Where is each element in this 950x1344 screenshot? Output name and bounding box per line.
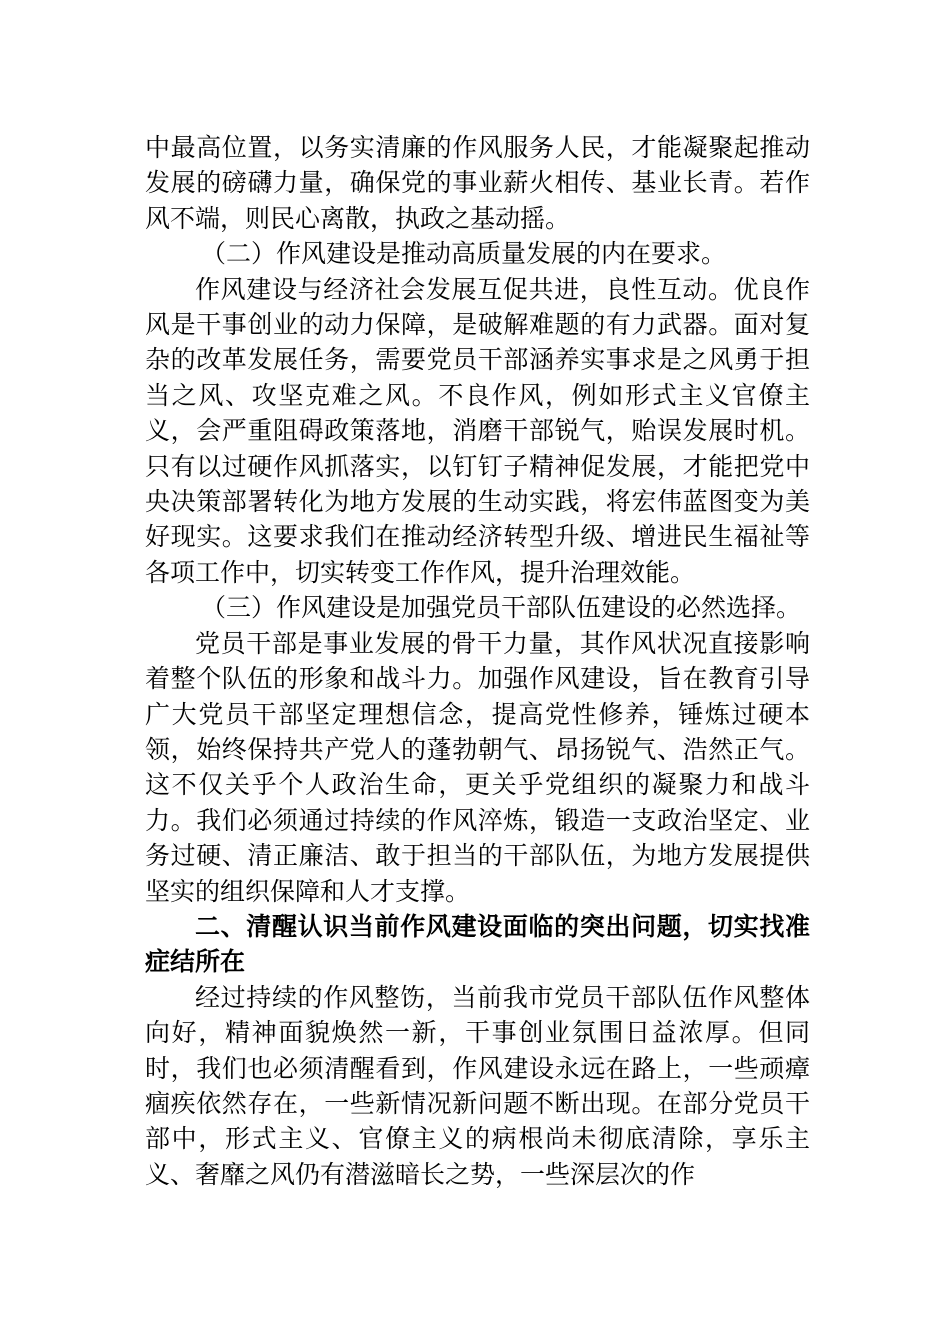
document-body xyxy=(145,130,810,1192)
section-heading-two: 二、清醒认识当前作风建设面临的突出问题，切实找准症结所在 xyxy=(145,911,810,977)
paragraph-quality-development: 作风建设与经济社会发展互促共进，良性互动。优良作风是干事创业的动力保障，是破解难题的有力武器。面对复杂的改革发展任务，需要党员干部涵养实事求是之风勇于担当之风、攻坚克难之风。不良作风，例如形式主义官僚主义，会严重阻碍政策落地，消磨干部锐气，贻误发展时机。只有以过硬作风抓落实，以钉钉子精神促发展，才能把党中央决策部署转化为地方发展的生动实践，将宏伟蓝图变为美好现实。这要求我们在推动经济转型升级、增进民生福祉等各项工作中，切实转变工作作风，提升治理效能。 xyxy=(145,274,810,587)
paragraph-continuation: 中最高位置，以务实清廉的作风服务人民，才能凝聚起推动发展的磅礴力量，确保党的事业薪火相传、基业长青。若作风不端，则民心离散，执政之基动摇。 xyxy=(145,133,810,233)
subheading-two: （二）作风建设是推动高质量发展的内在要求。 xyxy=(201,239,727,269)
paragraph-current-problems: 经过持续的作风整饬，当前我市党员干部队伍作风整体向好，精神面貌焕然一新，干事创业氛围日益浓厚。但同时，我们也必须清醒看到，作风建设永远在路上，一些顽瘴痼疾依然存在，一些新情况新问题不断出现。在部分党员干部中，形式主义、官僚主义的病根尚未彻底清除，享乐主义、奢靡之风仍有潜滋暗长之势，一些深层次的作 xyxy=(145,982,810,1189)
subheading-three: （三）作风建设是加强党员干部队伍建设的必然选择。 xyxy=(201,593,802,623)
paragraph-cadre-team: 党员干部是事业发展的骨干力量，其作风状况直接影响着整个队伍的形象和战斗力。加强作风建设，旨在教育引导广大党员干部坚定理想信念，提高党性修养，锤炼过硬本领，始终保持共产党人的蓬勃朝气、昂扬锐气、浩然正气。这不仅关乎个人政治生命，更关乎党组织的凝聚力和战斗力。我们必须通过持续的作风淬炼，锻造一支政治坚定、业务过硬、清正廉洁、敢于担当的干部队伍，为地方发展提供坚实的组织保障和人才支撑。 xyxy=(145,628,810,906)
